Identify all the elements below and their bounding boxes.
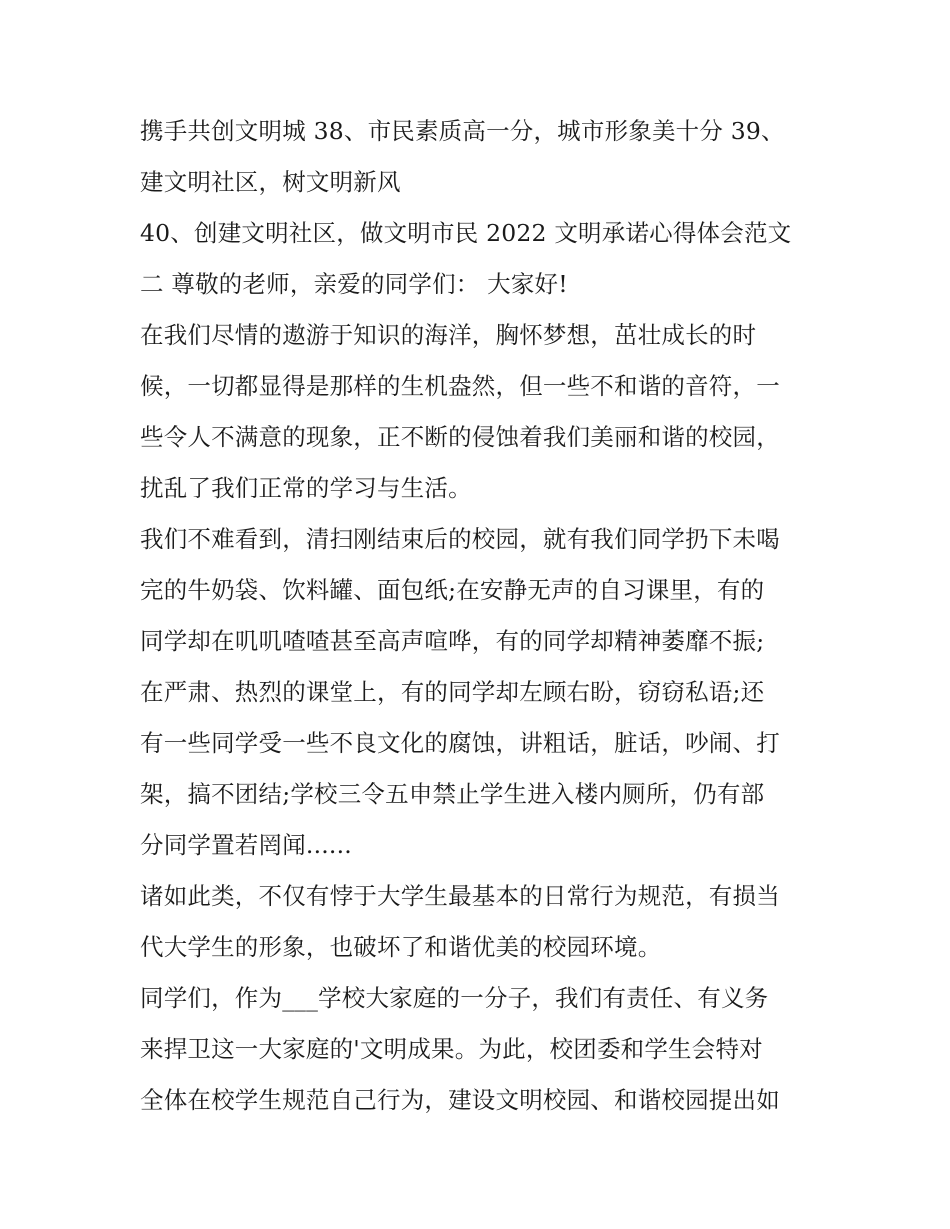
text-line: 携手共创文明城 38、市民素质高一分，城市形象美十分 39、 [140, 117, 785, 145]
text-line: 代大学生的形象，也破坏了和谐优美的校园环境。 [140, 933, 662, 961]
text-line: 来捍卫这一大家庭的'文明成果。为此，校团委和学生会特对 [140, 1035, 763, 1063]
text-line: 在我们尽情的遨游于知识的海洋，胸怀梦想，茁壮成长的时 [140, 321, 757, 349]
text-line: 在严肃、热烈的课堂上，有的同学却左顾右盼，窃窃私语;还 [140, 678, 765, 706]
text-line: 建文明社区，树文明新风 [140, 168, 401, 196]
text-line: 二 尊敬的老师，亲爱的同学们： 大家好! [140, 270, 568, 298]
text-line: 候，一切都显得是那样的生机盎然，但一些不和谐的音符，一 [140, 372, 780, 400]
text-line: 全体在校学生规范自己行为，建设文明校园、和谐校园提出如 [140, 1086, 780, 1114]
text-line: 完的牛奶袋、饮料罐、面包纸;在安静无声的自习课里，有的 [140, 576, 765, 604]
text-line: 诸如此类，不仅有悖于大学生最基本的日常行为规范，有损当 [140, 882, 780, 910]
text-line: 扰乱了我们正常的学习与生活。 [140, 474, 472, 502]
text-line: 有一些同学受一些不良文化的腐蚀，讲粗话，脏话，吵闹、打 [140, 729, 780, 757]
text-line: 40、创建文明社区，做文明市民 2022 文明承诺心得体会范文 [140, 219, 792, 247]
text-line: 分同学置若罔闻...... [140, 831, 352, 859]
text-line: 架，搞不团结;学校三令五申禁止学生进入楼内厕所，仍有部 [140, 780, 765, 808]
text-line: 同学却在叽叽喳喳甚至高声喧哗，有的同学却精神萎靡不振; [140, 627, 765, 655]
text-line: 同学们，作为___学校大家庭的一分子，我们有责任、有义务 [140, 984, 769, 1012]
text-line: 我们不难看到，清扫刚结束后的校园，就有我们同学扔下未喝 [140, 525, 780, 553]
text-line: 些令人不满意的现象，正不断的侵蚀着我们美丽和谐的校园， [140, 423, 780, 451]
document-body [140, 106, 820, 1126]
